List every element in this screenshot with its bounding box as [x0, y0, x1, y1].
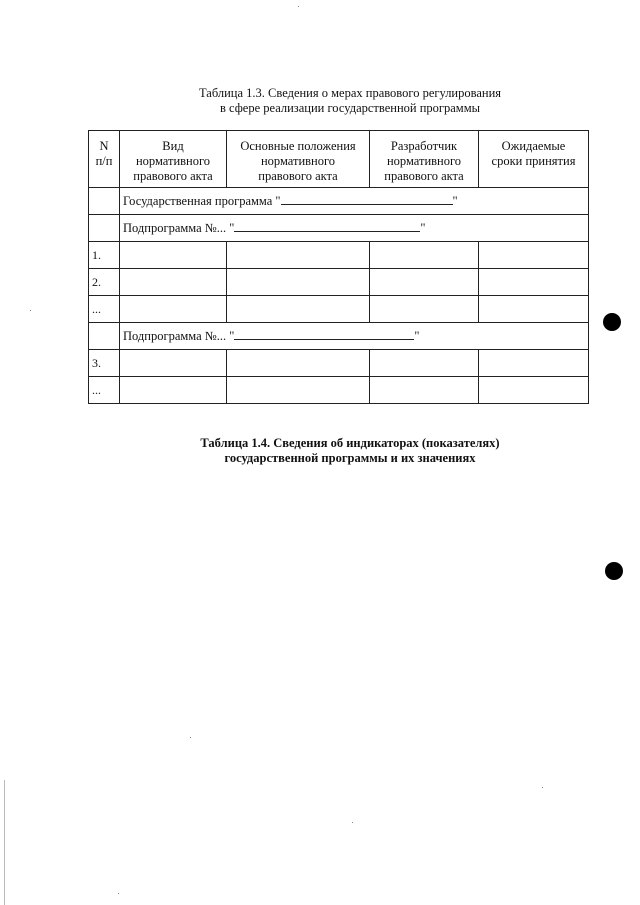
table-1-4-caption-line2: государственной программы и их значениях — [224, 451, 476, 465]
subprogram-row — [89, 323, 589, 350]
table-cell — [227, 377, 370, 404]
table-cell — [370, 377, 479, 404]
binder-hole-mark — [603, 313, 621, 331]
program-prefix: Государственная программа " — [123, 194, 281, 208]
table-1-4-caption — [140, 436, 560, 466]
table-header-row — [89, 131, 589, 188]
table-cell — [120, 269, 227, 296]
table-cell — [227, 269, 370, 296]
subprogram-suffix: " — [414, 329, 420, 343]
table-cell — [89, 215, 120, 242]
header-number: N п/п — [89, 131, 120, 188]
binder-hole-mark — [605, 562, 623, 580]
table-cell — [89, 188, 120, 215]
table-row — [89, 296, 589, 323]
table-1-4-caption-line1: Таблица 1.4. Сведения об индикаторах (показателях) — [200, 436, 500, 450]
table-cell — [227, 296, 370, 323]
header-act-developer: Разработчик нормативного правового акта — [370, 131, 479, 188]
row-number: 3. — [89, 350, 120, 377]
subprogram-cell — [120, 323, 589, 350]
subprogram-name-blank — [234, 220, 420, 232]
table-cell — [370, 350, 479, 377]
scan-speck — [118, 893, 119, 894]
subprogram-prefix: Подпрограмма №... " — [123, 221, 235, 235]
table-cell — [479, 377, 589, 404]
scan-speck — [30, 310, 31, 311]
table-cell — [120, 296, 227, 323]
scan-speck — [190, 737, 191, 738]
table-cell — [479, 242, 589, 269]
table-1-3-caption-line2: в сфере реализации государственной программы — [219, 101, 481, 115]
scan-speck — [542, 787, 543, 788]
subprogram-cell — [120, 215, 589, 242]
table-row — [89, 377, 589, 404]
table-cell — [120, 377, 227, 404]
header-act-type: Вид нормативного правового акта — [120, 131, 227, 188]
table-row — [89, 269, 589, 296]
subprogram-prefix: Подпрограмма №... " — [123, 329, 235, 343]
subprogram-row — [89, 215, 589, 242]
legal-measures-table — [88, 130, 589, 404]
table-cell — [120, 350, 227, 377]
header-expected-dates: Ожидаемые сроки принятия — [479, 131, 589, 188]
subprogram-name-blank — [234, 328, 414, 340]
table-cell — [370, 242, 479, 269]
program-row — [89, 188, 589, 215]
row-number: ... — [89, 296, 120, 323]
table-cell — [227, 350, 370, 377]
table-cell — [227, 242, 370, 269]
scan-edge-line — [4, 780, 5, 905]
table-1-3-caption — [120, 86, 580, 116]
table-cell — [89, 323, 120, 350]
table-cell — [370, 269, 479, 296]
table-cell — [370, 296, 479, 323]
table-row — [89, 242, 589, 269]
header-act-provisions: Основные положения нормативного правового акта — [227, 131, 370, 188]
table-cell — [479, 269, 589, 296]
subprogram-suffix: " — [420, 221, 426, 235]
row-number: 2. — [89, 269, 120, 296]
program-suffix: " — [452, 194, 458, 208]
program-name-blank — [281, 193, 453, 205]
table-row — [89, 350, 589, 377]
row-number: 1. — [89, 242, 120, 269]
row-number: ... — [89, 377, 120, 404]
table-cell — [479, 296, 589, 323]
table-cell — [120, 242, 227, 269]
table-1-3-caption-line1: Таблица 1.3. Сведения о мерах правового регулирования — [198, 86, 502, 100]
scan-speck — [352, 822, 353, 823]
table-cell — [479, 350, 589, 377]
scan-speck — [298, 6, 299, 7]
program-cell — [120, 188, 589, 215]
